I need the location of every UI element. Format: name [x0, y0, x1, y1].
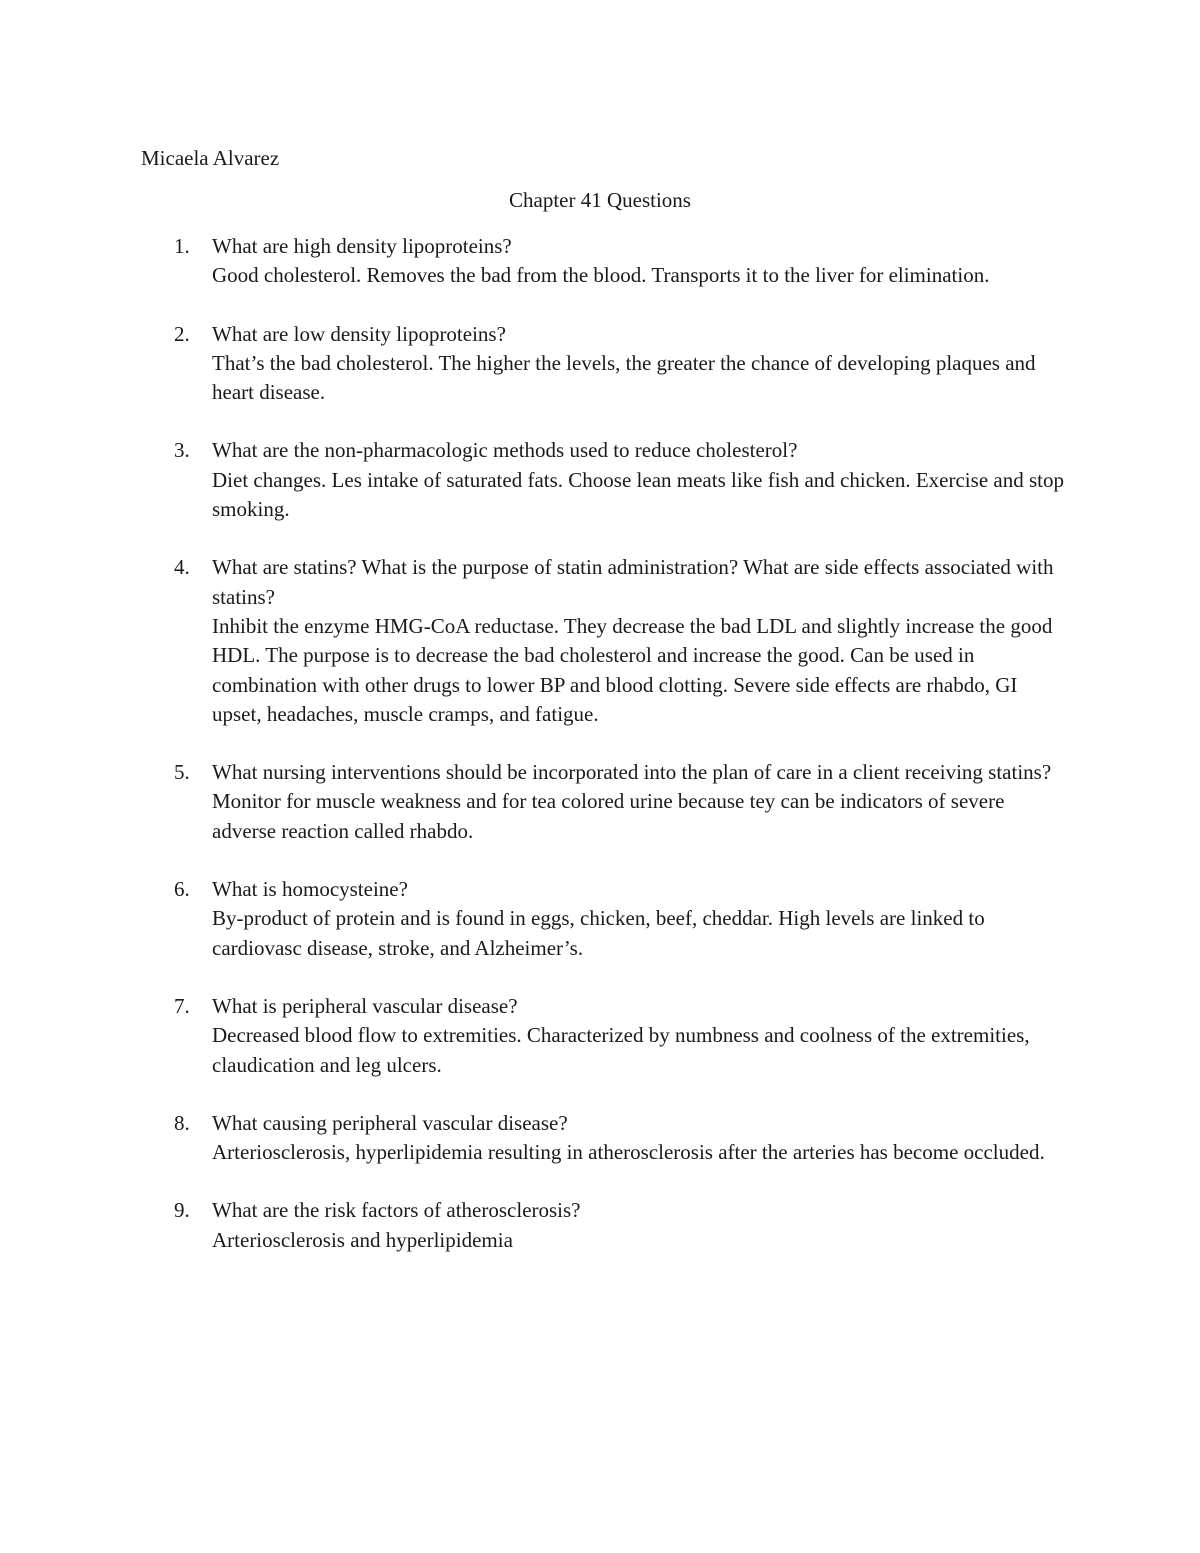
answer-text: Inhibit the enzyme HMG-CoA reductase. They decrease the bad LDL and slightly increase the good HDL. The purpose is to decrease the bad cholesterol and increase the good. Can be used in combination with other drugs to lower BP and blood clotting. Severe side effects are rhabdo, GI upset, headaches, muscle cramps, and fatigue.: [212, 613, 1053, 726]
question-item: [141, 1196, 1071, 1255]
question-item: [141, 553, 1071, 729]
question-number: 1.: [174, 234, 190, 258]
question-list: [141, 232, 1071, 1284]
question-text: What is homocysteine?: [212, 877, 408, 902]
question-number: 5.: [174, 760, 190, 785]
question-text: What nursing interventions should be incorporated into the plan of care in a client receiving statins?: [212, 760, 1052, 785]
question-number: 4.: [174, 555, 190, 580]
answer-text: Decreased blood flow to extremities. Characterized by numbness and coolness of the extremities, claudication and leg ulcers.: [212, 1023, 1030, 1077]
question-text: What are statins? What is the purpose of statin administration? What are side effects associated with statins?: [212, 555, 1054, 609]
answer-text: Monitor for muscle weakness and for tea colored urine because tey can be indicators of severe adverse reaction called rhabdo.: [212, 789, 1005, 843]
author-name: Micaela Alvarez: [141, 146, 280, 170]
question-number: 8.: [174, 1110, 190, 1135]
question-item: [141, 232, 1071, 291]
question-number: 3.: [174, 438, 190, 463]
question-item: [141, 1109, 1071, 1168]
question-item: [141, 320, 1071, 408]
question-item: [141, 875, 1071, 963]
answer-text: By-product of protein and is found in eggs, chicken, beef, cheddar. High levels are linked to cardiovasc disease, stroke, and Alzheimer’s.: [212, 906, 985, 960]
question-number: 6.: [174, 877, 190, 902]
question-item: [141, 992, 1071, 1080]
question-number: 7.: [174, 993, 190, 1018]
answer-text: Good cholesterol. Removes the bad from the blood. Transports it to the liver for elimination.: [212, 263, 990, 288]
question-text: What is peripheral vascular disease?: [212, 993, 518, 1018]
question-number: 9.: [174, 1198, 190, 1223]
document-title: Chapter 41 Questions: [509, 188, 691, 212]
answer-text: Diet changes. Les intake of saturated fats. Choose lean meats like fish and chicken. Exercise and stop smoking.: [212, 467, 1064, 522]
question-text: What are the non-pharmacologic methods used to reduce cholesterol?: [212, 438, 798, 463]
answer-text: Arteriosclerosis, hyperlipidemia resulting in atherosclerosis after the arteries has become occluded.: [212, 1140, 1045, 1165]
question-item: [141, 758, 1071, 846]
question-text: What causing peripheral vascular disease?: [212, 1110, 568, 1135]
question-text: What are high density lipoproteins?: [212, 234, 512, 258]
answer-text: That’s the bad cholesterol. The higher the levels, the greater the chance of developing plaques and heart disease.: [212, 350, 1036, 405]
question-text: What are the risk factors of atherosclerosis?: [212, 1198, 581, 1223]
question-item: [141, 436, 1071, 524]
answer-text: Arteriosclerosis and hyperlipidemia: [212, 1227, 513, 1252]
question-text: What are low density lipoproteins?: [212, 321, 506, 346]
question-number: 2.: [174, 321, 190, 346]
